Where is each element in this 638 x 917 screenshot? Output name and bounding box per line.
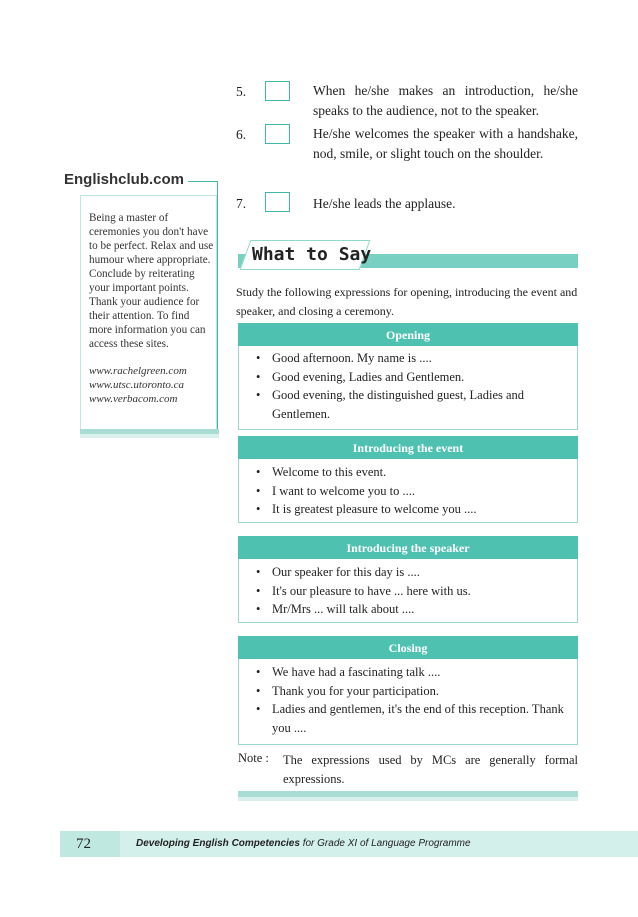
sidebar-text: Being a master of ceremonies you don't have to be perfect. Relax and use humour where appropriate. Conclude by reiterating your important points. Thank your audience for their attention. To find more information you can access these sites.: [89, 212, 214, 350]
footer-text: [136, 838, 471, 849]
note-text: The expressions used by MCs are generally formal expressions.: [283, 753, 578, 786]
introducing-speaker-list: [256, 563, 566, 619]
list-item: • Good evening, the distinguished guest, Ladies and Gentlemen.: [256, 386, 566, 423]
item-text: He/she welcomes the speaker with a handshake, nod, smile, or slight touch on the shoulder.: [313, 126, 578, 161]
list-item: • It's our pleasure to have ... here with us.: [256, 582, 566, 601]
list-item: • We have had a fascinating talk ....: [256, 663, 566, 682]
opening-list: [256, 349, 566, 423]
item-text: He/she leads the applause.: [313, 196, 456, 211]
answer-checkbox[interactable]: [265, 81, 290, 101]
note-divider: [238, 797, 578, 801]
item-number: 7.: [236, 196, 247, 211]
section-title: What to Say: [252, 244, 372, 265]
sidebar-title: Englishclub.com: [64, 171, 188, 188]
item-text: When he/she makes an introduction, he/she speaks to the audience, not to the speaker.: [313, 83, 578, 118]
sidebar-links: [89, 364, 214, 406]
answer-checkbox[interactable]: [265, 124, 290, 144]
answer-checkbox[interactable]: [265, 192, 290, 212]
sidebar-link[interactable]: www.utsc.utoronto.ca: [89, 379, 185, 391]
list-item: • Mr/Mrs ... will talk about ....: [256, 600, 566, 619]
note-label: Note :: [238, 751, 269, 765]
box-heading-introducing-event: Introducing the event: [238, 436, 578, 459]
closing-list: [256, 663, 566, 737]
list-item: • Our speaker for this day is ....: [256, 563, 566, 582]
list-item: • Ladies and gentlemen, it's the end of this reception. Thank you ....: [256, 700, 566, 737]
sidebar-divider: [80, 434, 219, 438]
book-subtitle: for Grade XI of Language Programme: [302, 838, 471, 849]
list-item: • Good afternoon. My name is ....: [256, 349, 566, 368]
list-item: • Welcome to this event.: [256, 463, 566, 482]
list-item: • I want to welcome you to ....: [256, 482, 566, 501]
introducing-event-list: [256, 463, 566, 519]
list-item: • Good evening, Ladies and Gentlemen.: [256, 368, 566, 387]
item-number: 6.: [236, 127, 247, 142]
book-title: Developing English Competencies: [136, 838, 300, 849]
page-number: 72: [60, 831, 120, 857]
list-item: • Thank you for your participation.: [256, 682, 566, 701]
item-number: 5.: [236, 84, 247, 99]
section-intro: Study the following expressions for opening, introducing the event and speaker, and closing a ceremony.: [236, 285, 578, 318]
list-item: • It is greatest pleasure to welcome you ....: [256, 500, 566, 519]
sidebar-link[interactable]: www.rachelgreen.com: [89, 365, 187, 377]
sidebar-link[interactable]: www.verbacom.com: [89, 393, 178, 405]
box-heading-closing: Closing: [238, 636, 578, 659]
box-heading-introducing-speaker: Introducing the speaker: [238, 536, 578, 559]
box-heading-opening: Opening: [238, 323, 578, 346]
